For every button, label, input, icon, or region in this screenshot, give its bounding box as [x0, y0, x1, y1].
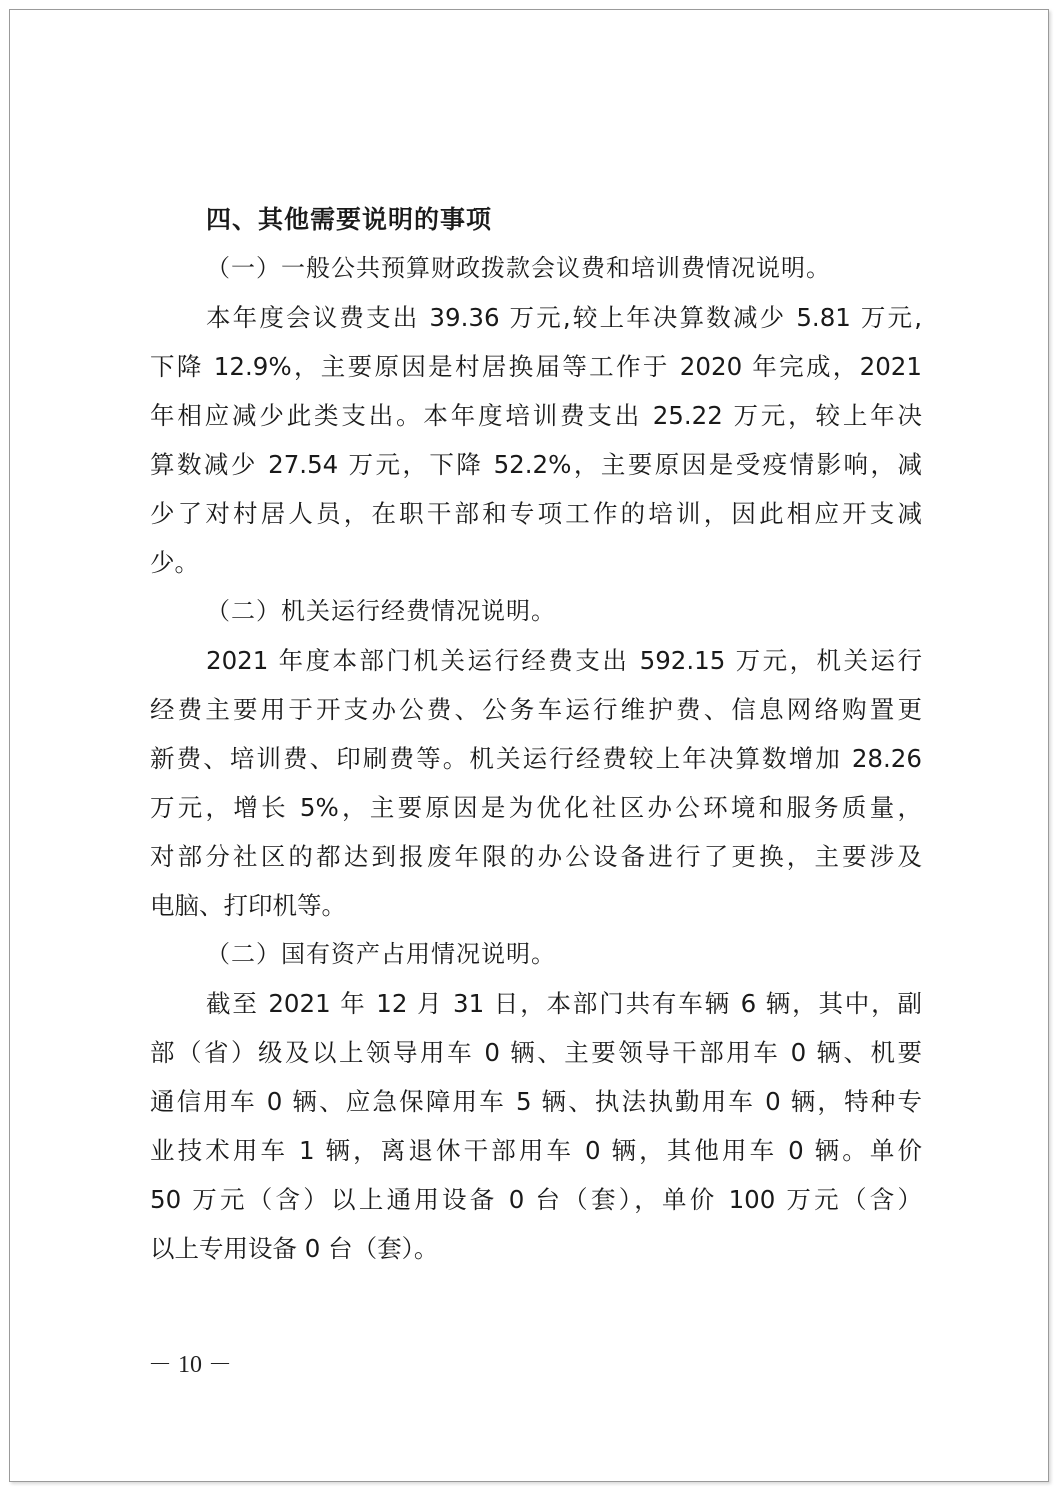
paragraph-meeting-training	[150, 293, 922, 587]
paragraph-line: 下降 12.9%，主要原因是村居换届等工作于 2020 年完成，2021	[150, 352, 922, 381]
paragraph-line: 电脑、打印机等。	[150, 891, 346, 920]
paragraph-line: 部（省）级及以上领导用车 0 辆、主要领导干部用车 0 辆、机要	[150, 1038, 922, 1067]
paragraph-state-assets	[150, 979, 922, 1273]
subsection-heading-operating-expenses: （二）机关运行经费情况说明。	[206, 597, 556, 625]
paragraph-line: 年相应减少此类支出。本年度培训费支出 25.22 万元，较上年决	[150, 401, 922, 430]
paragraph-line: 万元，增长 5%，主要原因是为优化社区办公环境和服务质量，	[150, 793, 922, 822]
paragraph-line: 少了对村居人员，在职干部和专项工作的培训，因此相应开支减	[150, 499, 922, 528]
paragraph-line: 业技术用车 1 辆，离退休干部用车 0 辆，其他用车 0 辆。单价	[150, 1136, 922, 1165]
paragraph-line: 截至 2021 年 12 月 31 日，本部门共有车辆 6 辆，其中，副	[206, 989, 922, 1018]
paragraph-line: 新费、培训费、印刷费等。机关运行经费较上年决算数增加 28.26	[150, 744, 922, 773]
paragraph-line: 50 万元（含）以上通用设备 0 台（套），单价 100 万元（含）	[150, 1185, 922, 1214]
subsection-heading-state-assets: （二）国有资产占用情况说明。	[206, 940, 556, 968]
paragraph-line: 本年度会议费支出 39.36 万元,较上年决算数减少 5.81 万元,	[206, 303, 922, 332]
page-number: － 10 －	[148, 1352, 232, 1378]
paragraph-line: 算数减少 27.54 万元，下降 52.2%，主要原因是受疫情影响，减	[150, 450, 922, 479]
section-heading: 四、其他需要说明的事项	[206, 205, 493, 234]
document-body	[150, 196, 922, 1273]
paragraph-line: 以上专用设备 0 台（套）。	[150, 1234, 439, 1263]
paragraph-line: 对部分社区的都达到报废年限的办公设备进行了更换，主要涉及	[150, 842, 922, 871]
paragraph-line: 2021 年度本部门机关运行经费支出 592.15 万元，机关运行	[206, 646, 922, 675]
paragraph-line: 经费主要用于开支办公费、公务车运行维护费、信息网络购置更	[150, 695, 922, 724]
paragraph-operating-expenses	[150, 636, 922, 930]
subsection-heading-meeting-training: （一）一般公共预算财政拨款会议费和培训费情况说明。	[206, 254, 831, 282]
paragraph-line: 少。	[150, 548, 199, 577]
paragraph-line: 通信用车 0 辆、应急保障用车 5 辆、执法执勤用车 0 辆，特种专	[150, 1087, 922, 1116]
